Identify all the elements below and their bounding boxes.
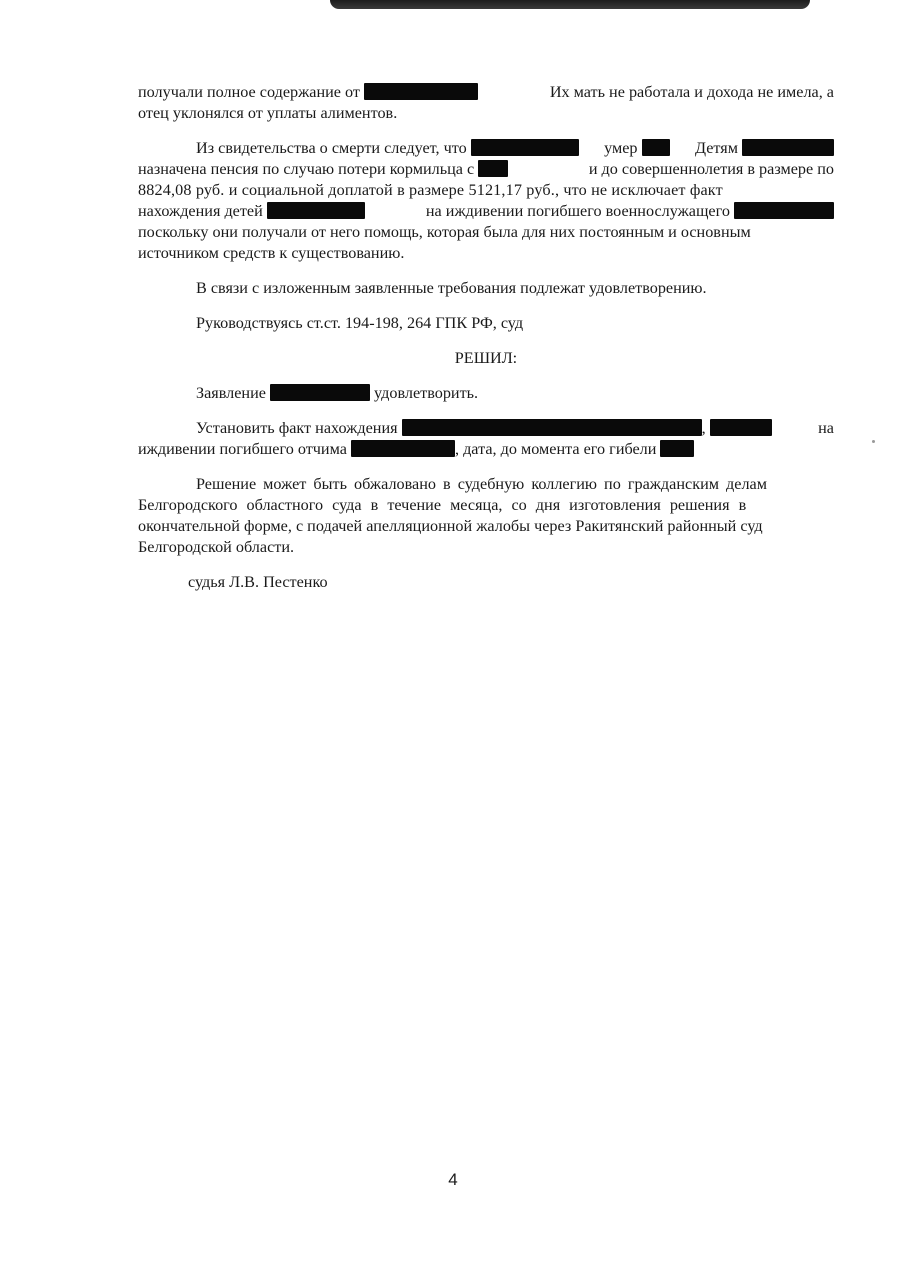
paragraph-establish-fact [138,418,834,460]
redaction-bar [478,160,508,177]
text-line: Решение может быть обжаловано в судебную коллегию по гражданским делам [196,475,767,493]
text-line: Белгородской области. [138,538,295,556]
decision-heading: РЕШИЛ: [454,349,518,367]
redaction-bar [267,202,365,219]
redaction-bar [471,139,579,156]
text-line: Установить факт нахождения , на [196,419,834,437]
redaction-bar [642,139,670,156]
redaction-bar [734,202,834,219]
scan-speck [872,440,875,443]
paragraph-appeal [138,474,834,558]
text-line: иждивении погибшего отчима , дата, до момента его гибели [138,439,834,460]
text-line: получали полное содержание от Их мать не работала и дохода не имела, а [138,83,834,101]
redaction-bar [402,419,702,436]
text-line: отец уклонялся от уплаты алиментов. [138,104,398,122]
text-line: 8824,08 руб. и социальной доплатой в размере 5121,17 руб., что не исключает факт [138,181,723,199]
text-line: поскольку они получали от него помощь, которая была для них постоянным и основным [138,223,751,241]
document-page [138,82,834,593]
redaction-bar [710,419,772,436]
judge-signature: судья Л.В. Пестенко [188,573,328,591]
paragraph-death-certificate [138,138,834,264]
text-line: Белгородского областного суда в течение месяца, со дня изготовления решения в [138,496,747,514]
scan-edge-shadow [330,0,810,9]
paragraph-granted: Заявление удовлетворить. [196,384,479,402]
text-line: источником средств к существованию. [138,244,405,262]
paragraph-support [138,82,834,124]
paragraph-conclusion: В связи с изложенным заявленные требования подлежат удовлетворению. [196,279,707,297]
text-line: нахождения детей на иждивении погибшего военнослужащего [138,201,834,222]
text-line: Из свидетельства о смерти следует, что умер Детям [138,138,834,159]
redaction-bar [660,440,694,457]
paragraph-legal-basis: Руководствуясь ст.ст. 194-198, 264 ГПК РФ, суд [196,314,524,332]
redaction-bar [364,83,478,100]
text-line: окончательной форме, с подачей апелляционной жалобы через Ракитянский районный суд [138,517,763,535]
redaction-bar [351,440,455,457]
redaction-bar [270,384,370,401]
text-line: назначена пенсия по случаю потери кормильца с и до совершеннолетия в размере по [138,160,834,178]
redaction-bar [742,139,834,156]
page-number: 4 [448,1170,458,1189]
